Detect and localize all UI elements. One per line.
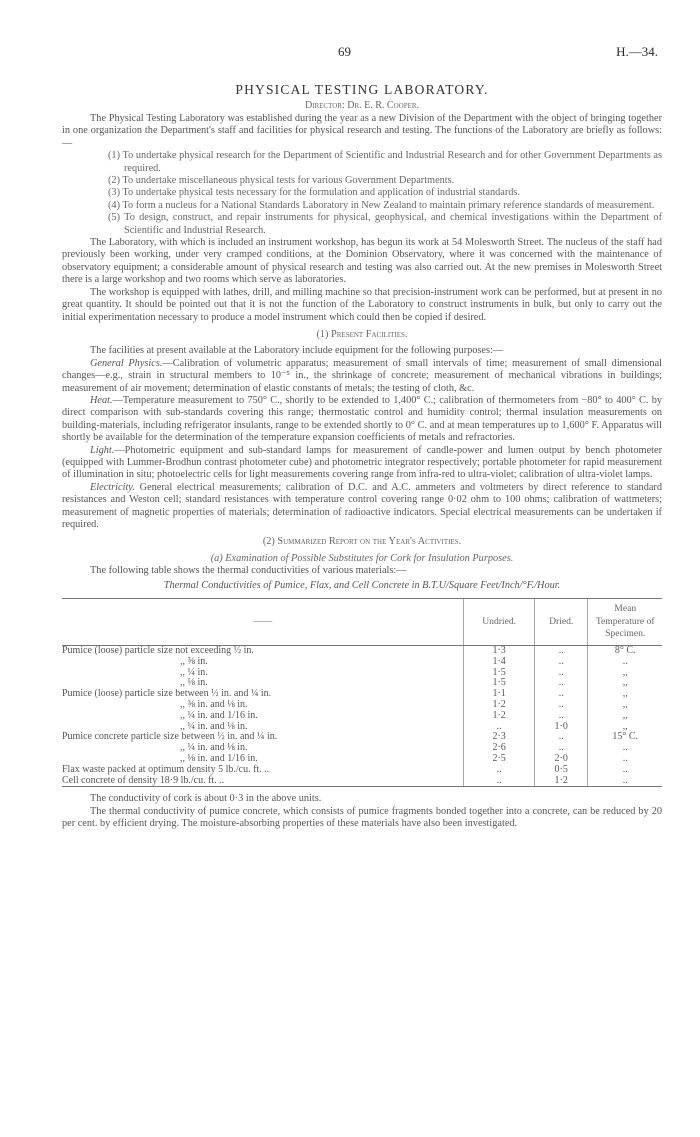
table-cell: ,, xyxy=(588,700,662,711)
table-cell: 1·3 xyxy=(464,646,535,657)
facility-text: —Temperature measurement to 750° C., shortly to be extended to 1,400° C.; calibration of thermometers from −80° to 400° C. by direct comparison with sub-standards covering this range; thermostatic control and humidity control; thermal insulation measurements on building-materials, including refrigerator insulants, range to be extended shortly to 0° C. and at mean temperatures up to 1,600° F. Apparatus will shortly be available for the determination of the temperature expansion coefficients of metals and refractories. xyxy=(62,394,662,444)
table-cell: .. xyxy=(534,646,587,657)
table-header-cell: Dried. xyxy=(534,599,587,646)
table-cell: ,, ¼ in. and 1/16 in. xyxy=(180,709,258,721)
table-row xyxy=(62,689,662,700)
facility-label: General Physics. xyxy=(90,357,163,369)
facility-text: —Photometric equipment and sub-standard lamps for measurement of candle-power and lumen output by bench photometer (equipped with Lummer-Brodhun contrast photometer cube) and photometric integrator respectively; portable photometer for rapid measurement of illumination in situ; photoelectric cells for light measurements covering range from infra-red to ultra-violet; calibration of ultra-violet lamps. xyxy=(62,444,662,481)
table-cell: 15° C. xyxy=(588,732,662,743)
director-line: Director: Dr. E. R. Cooper. xyxy=(304,100,420,111)
function-item: (5) To design, construct, and repair instruments for physical, geophysical, and chemical investigations within the Department of Scientific and Industrial Research. xyxy=(108,212,662,236)
table-cell: ,, ¼ in. and ⅛ in. xyxy=(180,742,248,754)
document-code: H.—34. xyxy=(616,44,658,59)
function-item: (3) To undertake physical tests necessary for the formulation and application of industrial standards. xyxy=(108,187,520,199)
document-page xyxy=(62,0,663,830)
table-cell: .. xyxy=(588,754,662,765)
table-cell: ,, ⅜ in. and ⅛ in. xyxy=(180,699,248,711)
table-row xyxy=(62,700,662,711)
section-heading-facilities: (1) Present Facilities. xyxy=(316,328,408,340)
table-cell: ,, xyxy=(588,722,662,733)
function-item: (2) To undertake miscellaneous physical tests for various Government Departments. xyxy=(108,175,455,187)
table-cell: .. xyxy=(464,776,535,787)
facility-label: Electricity. xyxy=(90,481,135,493)
table-cell: .. xyxy=(534,668,587,679)
table-cell: Flax waste packed at optimum density 5 lb./cu. ft. .. xyxy=(62,763,270,775)
table-cell: .. xyxy=(534,700,587,711)
table-row xyxy=(62,657,662,668)
table-row xyxy=(62,765,662,776)
table-row xyxy=(62,732,662,743)
table-cell: Cell concrete of density 18·9 lb./cu. ft. .. xyxy=(62,776,464,787)
section-heading-report: (2) Summarized Report on the Year's Activities. xyxy=(262,536,462,548)
facility-text: —Calibration of volumetric apparatus; measurement of small intervals of time; measurement of small dimensional changes—e.g., strain in structural members to 10⁻⁵ in., the shrinkage of concrete; measurement of mechanical vibrations in buildings; measurement of air movement; determination of elastic constants of metals; the testing of cloth, &c. xyxy=(62,357,663,394)
table-cell: 8° C. xyxy=(588,646,662,657)
table-cell: .. xyxy=(464,722,535,733)
table-cell: ,, ⅛ in. xyxy=(180,677,208,689)
table-cell: 0·5 xyxy=(534,765,587,776)
table-cell: 2·0 xyxy=(534,754,587,765)
pumice-paragraph: The thermal conductivity of pumice concrete, which consists of pumice fragments bonded together into a concrete, can be reduced by 20 per cent. by efficient drying. The moisture-absorbing properties of these materials have also been investigated. xyxy=(62,805,662,830)
table-cell: 1·5 xyxy=(464,678,535,689)
table-cell: ,, xyxy=(588,689,662,700)
table-cell: ,, xyxy=(588,711,662,722)
table-cell: .. xyxy=(534,732,587,743)
table-header-row xyxy=(62,599,662,646)
intro-paragraph: The Physical Testing Laboratory was established during the year as a new Division of the Department with the object of bringing together in one organization the Department's staff and facilities for physical research and testing. The functions of the Laboratory are briefly as follows:— xyxy=(62,113,662,149)
table-cell: 2·5 xyxy=(464,754,535,765)
table-cell: 1·2 xyxy=(464,711,535,722)
function-item: (4) To form a nucleus for a National Standards Laboratory in New Zealand to maintain primary reference standards of measurement. xyxy=(108,199,655,211)
table-cell: 1·5 xyxy=(464,668,535,679)
table-body xyxy=(62,646,662,787)
table-cell: 1·0 xyxy=(534,722,587,733)
table-row xyxy=(62,743,662,754)
table-cell: .. xyxy=(534,689,587,700)
table-header-cell: —— xyxy=(62,599,464,646)
facilities-lead: The facilities at present available at the Laboratory include equipment for the following purposes:— xyxy=(90,345,504,357)
table-cell: 1·1 xyxy=(464,689,535,700)
table-cell: ,, xyxy=(588,668,662,679)
cork-note: The conductivity of cork is about 0·3 in the above units. xyxy=(90,793,322,805)
table-cell: 2·3 xyxy=(464,732,535,743)
table-cell: .. xyxy=(588,743,662,754)
table-cell: .. xyxy=(534,743,587,754)
table-cell: .. xyxy=(534,678,587,689)
table-cell: .. xyxy=(588,776,662,787)
workshop-paragraph: The workshop is equipped with lathes, drill, and milling machine so that precision-instrument work can be performed, but at present in no great quantity. It should be pointed out that it is not the function of the Laboratory to construct instruments in bulk, but only to carry out the initial experimentation necessary to produce a model instrument which could then be copied if desired. xyxy=(62,286,662,323)
table-cell: 1·2 xyxy=(464,700,535,711)
table-cell: .. xyxy=(534,711,587,722)
table-header-cell: Mean Temperature of Specimen. xyxy=(588,599,662,646)
page-number: 69 xyxy=(338,44,351,59)
table-cell: .. xyxy=(588,765,662,776)
table-cell: 1·2 xyxy=(534,776,587,787)
table-cell: ,, ¼ in. and ⅛ in. xyxy=(180,720,248,732)
facility-light xyxy=(62,445,662,482)
body-text xyxy=(62,113,662,831)
table-row xyxy=(62,646,662,657)
table-caption: Thermal Conductivities of Pumice, Flax, and Cell Concrete in B.T.U/Square Feet/Inch/°F./Hour. xyxy=(163,579,561,591)
page-title: PHYSICAL TESTING LABORATORY. xyxy=(235,82,489,97)
table-header-cell: Undried. xyxy=(464,599,535,646)
table-cell: .. xyxy=(534,657,587,668)
facility-text: General electrical measurements; calibration of D.C. and A.C. ammeters and voltmeters by direct reference to standard resistances and Weston cell; standard resistances with temperature control covering range 0·02 ohm to 100 ohms; calibration of wattmeters; measurement of magnetic properties of materials; determination of radioactive indicators. Special electrical measurements can be undertaken if required. xyxy=(62,481,662,530)
table-cell: ,, ¼ in. xyxy=(180,666,208,678)
table-cell: Pumice (loose) particle size between ½ in. and ¼ in. xyxy=(62,688,272,700)
table-cell: Pumice concrete particle size between ½ in. and ¼ in. xyxy=(62,731,278,743)
table-lead: The following table shows the thermal conductivities of various materials:— xyxy=(90,565,407,577)
table-cell: ,, ⅛ in. and 1/16 in. xyxy=(180,753,258,764)
facility-electricity xyxy=(62,482,662,532)
table-cell: 1·4 xyxy=(464,657,535,668)
laboratory-paragraph: The Laboratory, with which is included an instrument workshop, has begun its work at 54 Molesworth Street. The nucleus of the staff had previously been working, under very cramped conditions, at the Dominion Observatory, where it was concerned with the maintenance of observatory equipment; a considerable amount of physical research and testing was also carried out. At the new premises in Molesworth Street there is a large workshop and two rooms which serve as laboratories. xyxy=(62,237,662,286)
facility-heat xyxy=(62,395,662,445)
functions-list xyxy=(62,150,662,237)
facility-label: Light. xyxy=(90,444,115,456)
subsection-heading-cork: (a) Examination of Possible Substitutes for Cork for Insulation Purposes. xyxy=(210,552,514,564)
table-row xyxy=(62,776,662,787)
facility-general-physics xyxy=(62,358,662,395)
table-cell: .. xyxy=(464,765,535,776)
table-cell: ,, ⅜ in. xyxy=(180,655,208,667)
table-row xyxy=(62,711,662,722)
facility-label: Heat. xyxy=(90,394,113,406)
function-item: (1) To undertake physical research for the Department of Scientific and Industrial Research and for other Government Departments as required. xyxy=(108,150,662,174)
table-cell: Pumice (loose) particle size not exceeding ½ in. xyxy=(62,645,254,657)
table-row xyxy=(62,668,662,679)
page-header xyxy=(62,0,662,59)
table-cell: ,, xyxy=(588,678,662,689)
table-cell: 2·6 xyxy=(464,743,535,754)
conductivity-table xyxy=(62,598,662,787)
table-cell: .. xyxy=(588,657,662,668)
